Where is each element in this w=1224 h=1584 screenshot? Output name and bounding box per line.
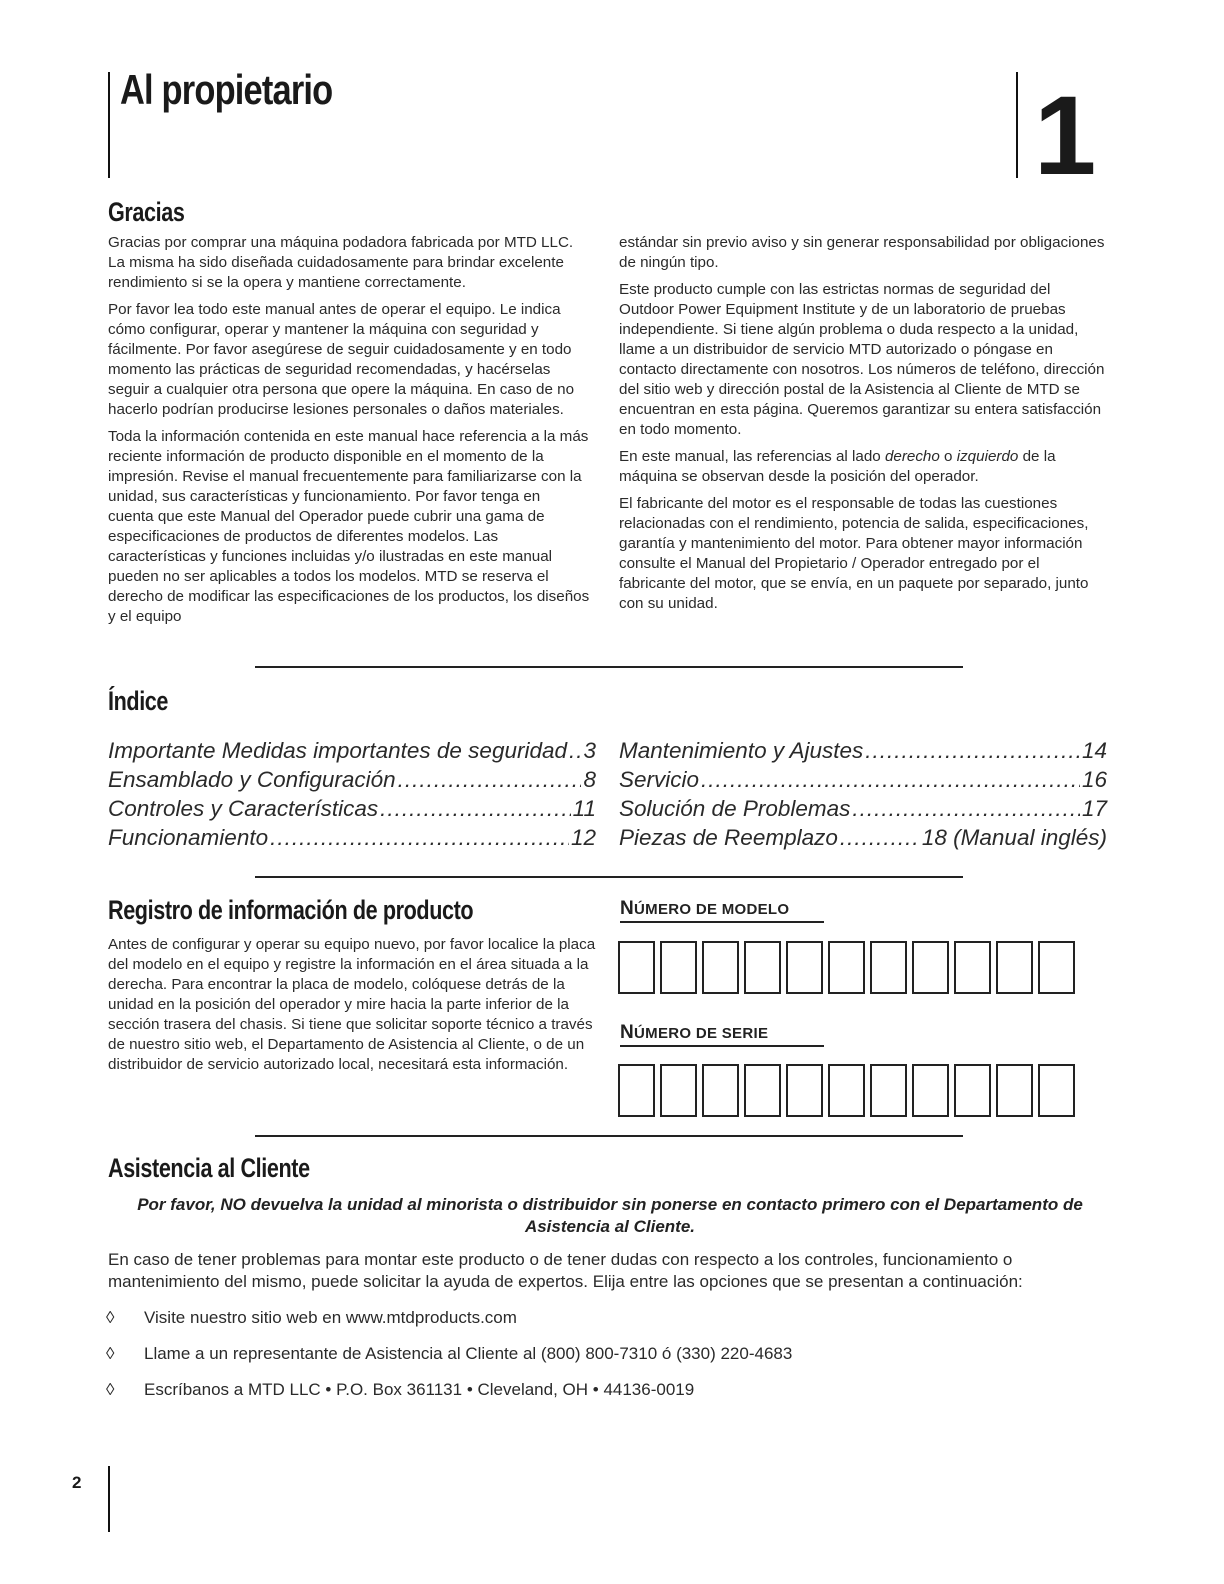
model-digit-box[interactable] bbox=[660, 941, 697, 994]
model-digit-box[interactable] bbox=[786, 941, 823, 994]
gracias-paragraph: Por favor lea todo este manual antes de operar el equipo. Le indica cómo configurar, operar y mantener la máquina con seguridad y fácilmente. Por favor asegúrese de seguir cuidadosamente y en todo momento las prácticas de seguridad recomendadas, y hacérselas seguir a cualquier otra persona que opere la máquina. En caso de no hacerlo podrían producirse lesiones personales o daños materiales. bbox=[108, 301, 575, 418]
gracias-right-column bbox=[619, 233, 1109, 621]
section-divider bbox=[255, 876, 963, 878]
serial-digit-box[interactable] bbox=[954, 1064, 991, 1117]
page-title: Al propietario bbox=[120, 66, 333, 113]
toc-right-column bbox=[619, 736, 1107, 852]
diamond-bullet-icon: ◊ bbox=[106, 1380, 115, 1399]
left-side-term: izquierdo bbox=[956, 448, 1019, 465]
chapter-rule bbox=[1016, 72, 1018, 178]
toc-entry[interactable]: Controles y Características ..... 11 bbox=[108, 794, 596, 823]
gracias-paragraph: Toda la información contenida en este manual hace referencia a la más reciente información de producto disponible en el momento de la impresión. Revise el manual frecuentemente para familiarizarse con la unidad, sus características y funcionamiento. Por favor tenga en cuenta que este Manual del Operador puede cubrir una gama de especificaciones de productos de diferentes modelos. Las características y funciones incluidas y/o ilustradas en este manual pueden no ser aplicables a todos los modelos. MTD se reserva el derecho de modificar las especificaciones de los productos, los diseños y el equipo bbox=[108, 428, 590, 625]
gracias-paragraph: Gracias por comprar una máquina podadora fabricada por MTD LLC. La misma ha sido diseñada cuidadosamente para brindar excelente rendimiento si se la opera y mantiene correctamente. bbox=[108, 234, 574, 291]
assistance-intro: En caso de tener problemas para montar este producto o de tener dudas con respecto a los controles, funcionamiento o mantenimiento del mismo, puede solicitar la ayuda de expertos. Elija entre las opciones que se presentan a continuación: bbox=[108, 1250, 1023, 1291]
gracias-paragraph: estándar sin previo aviso y sin generar responsabilidad por obligaciones de ningún tipo. bbox=[619, 234, 1105, 271]
indice-heading: Índice bbox=[108, 686, 169, 716]
model-digit-box[interactable] bbox=[702, 941, 739, 994]
toc-entry[interactable]: Funcionamiento ..... 12 bbox=[108, 823, 596, 852]
registro-heading: Registro de información de producto bbox=[108, 895, 474, 925]
model-number-label: NÚMERO DE MODELO bbox=[620, 898, 824, 923]
right-side-term: derecho bbox=[884, 448, 940, 465]
model-digit-box[interactable] bbox=[1038, 941, 1075, 994]
section-divider bbox=[255, 1135, 963, 1137]
serial-digit-box[interactable] bbox=[744, 1064, 781, 1117]
toc-left-column bbox=[108, 736, 596, 852]
serial-number-label: NÚMERO DE SERIE bbox=[620, 1022, 824, 1047]
toc-entry[interactable]: Importante Medidas importantes de seguridad ..... 3 bbox=[108, 736, 596, 765]
serial-digit-box[interactable] bbox=[912, 1064, 949, 1117]
toc-entry[interactable]: Piezas de Reemplazo ..... 18 (Manual inglés) bbox=[619, 823, 1107, 852]
serial-digit-box[interactable] bbox=[786, 1064, 823, 1117]
chapter-number: 1 bbox=[1034, 73, 1097, 198]
gracias-paragraph: Este producto cumple con las estrictas normas de seguridad del Outdoor Power Equipment Institute y de un laboratorio de pruebas independiente. Si tiene algún problema o duda respecto a la unidad, llame a un distribuidor de servicio MTD autorizado o póngase en contacto directamente con nosotros. Los números de teléfono, dirección del sitio web y dirección postal de la Asistencia al Cliente de MTD se encuentran en esta página. Queremos garantizar su entera satisfacción en todo momento. bbox=[619, 281, 1105, 438]
serial-digit-box[interactable] bbox=[870, 1064, 907, 1117]
serial-digit-box[interactable] bbox=[996, 1064, 1033, 1117]
registro-text: Antes de configurar y operar su equipo nuevo, por favor localice la placa del modelo en el equipo y registre la información en el área situada a la derecha. Para encontrar la placa de modelo, colóquese detrás de la unidad en la posición del operador y mire hacia la parte inferior de la sección trasera del chasis. Si tiene que solicitar soporte técnico a través de nuestro sitio web, el Departamento de Asistencia al Cliente, o de un distribuidor de servicio autorizado local, necesitará esta información. bbox=[108, 936, 596, 1073]
model-digit-box[interactable] bbox=[912, 941, 949, 994]
model-digit-box[interactable] bbox=[828, 941, 865, 994]
sides-paragraph: En este manual, las referencias al lado derecho o izquierdo de la máquina se observan desde la posición del operador. bbox=[619, 448, 1056, 485]
contact-option: ◊ Llame a un representante de Asistencia al Cliente al (800) 800-7310 ó (330) 220-4683 bbox=[106, 1344, 793, 1363]
gracias-heading: Gracias bbox=[108, 197, 185, 227]
serial-digit-box[interactable] bbox=[1038, 1064, 1075, 1117]
model-number-boxes[interactable] bbox=[618, 941, 1075, 994]
contact-option: ◊ Visite nuestro sitio web en www.mtdproducts.com bbox=[106, 1308, 517, 1327]
asistencia-heading: Asistencia al Cliente bbox=[108, 1153, 310, 1183]
serial-number-boxes[interactable] bbox=[618, 1064, 1075, 1117]
model-digit-box[interactable] bbox=[996, 941, 1033, 994]
diamond-bullet-icon: ◊ bbox=[106, 1344, 115, 1363]
engine-paragraph: El fabricante del motor es el responsable de todas las cuestiones relacionadas con el rendimiento, potencia de salida, especificaciones, garantía y mantenimiento del motor. Para obtener mayor información consulte el Manual del Propietario / Operador entregado por el fabricante del motor, que se envía, en un paquete por separado, junto con su unidad. bbox=[619, 495, 1089, 612]
title-rule bbox=[108, 72, 110, 178]
serial-digit-box[interactable] bbox=[702, 1064, 739, 1117]
toc-entry[interactable]: Solución de Problemas ..... 17 bbox=[619, 794, 1107, 823]
serial-digit-box[interactable] bbox=[618, 1064, 655, 1117]
serial-digit-box[interactable] bbox=[660, 1064, 697, 1117]
page-number: 2 bbox=[72, 1473, 82, 1492]
serial-digit-box[interactable] bbox=[828, 1064, 865, 1117]
model-digit-box[interactable] bbox=[954, 941, 991, 994]
diamond-bullet-icon: ◊ bbox=[106, 1308, 115, 1327]
toc-entry[interactable]: Mantenimiento y Ajustes ..... 14 bbox=[619, 736, 1107, 765]
contact-option: ◊ Escríbanos a MTD LLC • P.O. Box 361131 • Cleveland, OH • 44136-0019 bbox=[106, 1380, 695, 1399]
section-divider bbox=[255, 666, 963, 668]
toc-entry[interactable]: Ensamblado y Configuración ..... 8 bbox=[108, 765, 596, 794]
gracias-left-column bbox=[108, 233, 590, 634]
return-notice: Por favor, NO devuelva la unidad al minorista o distribuidor sin ponerse en contacto primero con el Departamento de Asistencia al Cliente. bbox=[137, 1195, 1083, 1236]
model-digit-box[interactable] bbox=[618, 941, 655, 994]
model-digit-box[interactable] bbox=[870, 941, 907, 994]
model-digit-box[interactable] bbox=[744, 941, 781, 994]
footer-rule bbox=[108, 1466, 110, 1532]
toc-entry[interactable]: Servicio ..... 16 bbox=[619, 765, 1107, 794]
